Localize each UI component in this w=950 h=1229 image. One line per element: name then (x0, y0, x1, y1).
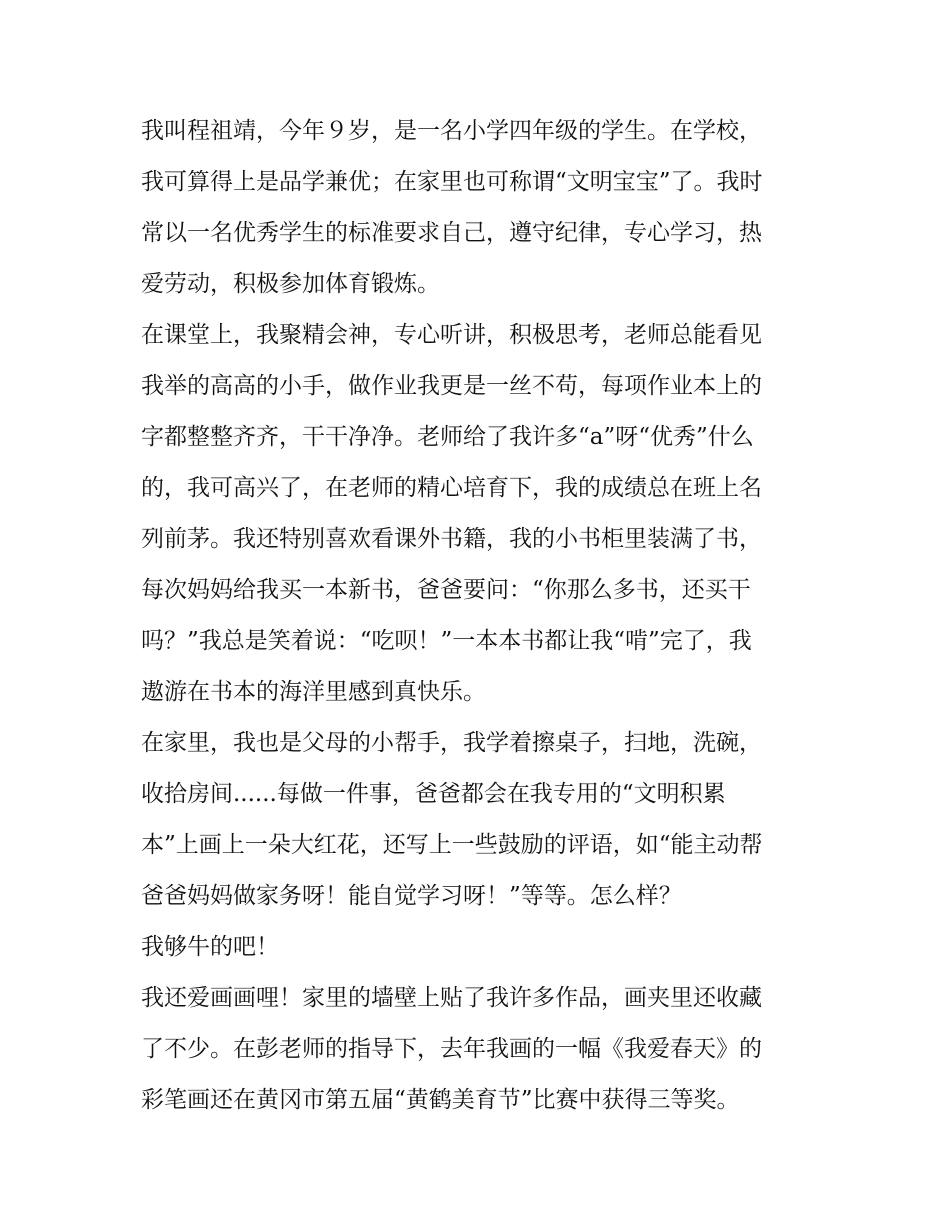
text-line: 遨游在书本的海洋里感到真快乐。 (141, 679, 486, 705)
text-line: 我还爱画画哩！家里的墙壁上贴了我许多作品，画夹里还收藏 (141, 985, 762, 1011)
text-line: 了不少。在彭老师的指导下，去年我画的一幅《我爱春天》的 (141, 1036, 762, 1062)
text-line: 彩笔画还在黄冈市第五届“黄鹤美育节”比赛中获得三等奖。 (141, 1087, 740, 1113)
text-line: 爱劳动，积极参加体育锻炼。 (141, 271, 440, 297)
text-line: 吗？”我总是笑着说：“吃呗！”一本本书都让我“啃”完了，我 (141, 628, 752, 654)
text-line: 我够牛的吧！ (141, 934, 279, 960)
text-line: 我可算得上是品学兼优；在家里也可称谓“文明宝宝”了。我时 (141, 169, 763, 195)
text-line: 爸爸妈妈做家务呀！能自觉学习呀！”等等。怎么样？ (141, 883, 682, 909)
text-line: 每次妈妈给我买一本新书，爸爸要问：“你那么多书，还买干 (141, 577, 751, 603)
text-line: 我叫程祖靖，今年９岁，是一名小学四年级的学生。在学校， (141, 118, 762, 144)
text-line: 我举的高高的小手，做作业我更是一丝不苟，每项作业本上的 (141, 373, 762, 399)
paragraph-text (141, 106, 813, 1126)
text-line: 列前茅。我还特别喜欢看课外书籍，我的小书柜里装满了书， (141, 526, 762, 552)
text-line: 收拾房间......每做一件事，爸爸都会在我专用的“文明积累 (141, 781, 726, 807)
document-body (141, 106, 813, 1126)
text-line: 的，我可高兴了，在老师的精心培育下，我的成绩总在班上名 (141, 475, 762, 501)
text-line: 字都整整齐齐，干干净净。老师给了我许多“a”呀“优秀”什么 (141, 424, 754, 450)
text-line: 在家里，我也是父母的小帮手，我学着擦桌子，扫地，洗碗， (141, 730, 762, 756)
text-line: 本”上画上一朵大红花，还写上一些鼓励的评语，如“能主动帮 (141, 832, 763, 858)
text-line: 在课堂上，我聚精会神，专心听讲，积极思考，老师总能看见 (141, 322, 762, 348)
text-line: 常以一名优秀学生的标准要求自己，遵守纪律，专心学习，热 (141, 220, 762, 246)
